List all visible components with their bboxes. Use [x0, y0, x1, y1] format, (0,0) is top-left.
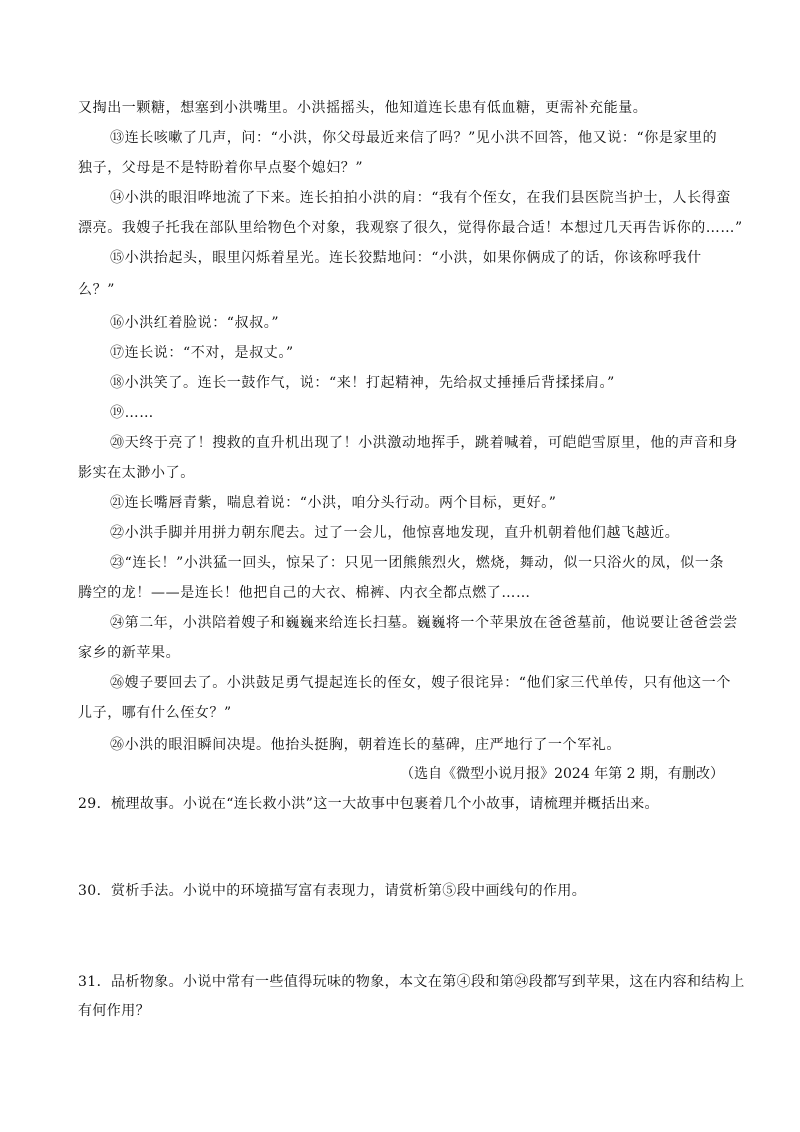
paragraph-22: ㉒小洪手脚并用拼力朝东爬去。过了一会儿，他惊喜地发现，直升机朝着他们越飞越近。: [110, 525, 680, 541]
question-31: 31．品析物象。小说中常有一些值得玩味的物象，本文在第④段和第㉔段都写到苹果，这在内容和结构上: [78, 974, 745, 990]
question-29: 29．梳理故事。小说在“连长救小洪”这一大故事中包裹着几个小故事，请梳理并概括出来。: [78, 796, 659, 812]
paragraph-17: ⑰连长说：“不对，是叔丈。”: [110, 345, 294, 361]
passage-line: 腾空的龙！——是连长！他把自己的大衣、棉裤、内衣全都点燃了……: [78, 585, 531, 601]
paragraph-18: ⑱小洪笑了。连长一鼓作气，说：“来！打起精神，先给叔丈捶捶后背揉揉肩。”: [110, 375, 615, 391]
paragraph-25: ㉖嫂子要回去了。小洪鼓足勇气提起连长的侄女，嫂子很诧异：“他们家三代单传，只有他这一个: [110, 675, 731, 691]
paragraph-15: ⑮小洪抬起头，眼里闪烁着星光。连长狡黠地问：“小洪，如果你俩成了的话，你该称呼我什: [110, 250, 702, 266]
passage-line: 漂亮。我嫂子托我在部队里给物色个对象，我观察了很久，觉得你最合适！本想过几天再告诉你的……”: [78, 220, 743, 236]
paragraph-14: ⑭小洪的眼泪哗地流了下来。连长拍拍小洪的肩：“我有个侄女，在我们县医院当护士，人长得蛮: [110, 190, 731, 206]
paragraph-23: ㉓“连长！”小洪猛一回头，惊呆了：只见一团熊熊烈火，燃烧，舞动，似一只浴火的凤，似一条: [110, 555, 725, 571]
source-citation: （选自《微型小说月报》2024 年第 2 期，有删改）: [400, 766, 724, 782]
paragraph-16: ⑯小洪红着脸说：“叔叔。”: [110, 315, 280, 331]
paragraph-13: ⑬连长咳嗽了几声，问：“小洪，你父母最近来信了吗？”见小洪不回答，他又说：“你是家里的: [110, 130, 718, 146]
passage-line: 家乡的新苹果。: [78, 645, 181, 661]
passage-line: 又掏出一颗糖，想塞到小洪嘴里。小洪摇摇头，他知道连长患有低血糖，更需补充能量。: [78, 100, 648, 116]
paragraph-26: ㉖小洪的眼泪瞬间决堤。他抬头挺胸，朝着连长的墓碑，庄严地行了一个军礼。: [110, 737, 621, 753]
passage-line: 独子，父母是不是特盼着你早点娶个媳妇？”: [78, 160, 364, 176]
paragraph-19: ⑲……: [110, 405, 154, 421]
paragraph-21: ㉑连长嘴唇青紫，喘息着说：“小洪，咱分头行动。两个目标，更好。”: [110, 495, 557, 511]
passage-line: 么？”: [78, 282, 115, 298]
paragraph-20: ⑳天终于亮了！搜救的直升机出现了！小洪激动地挥手，跳着喊着，可皑皑雪原里，他的声音和身: [110, 435, 738, 451]
passage-line: 儿子，哪有什么侄女？”: [78, 705, 232, 721]
passage-line: 影实在太渺小了。: [78, 465, 195, 481]
question-30: 30．赏析手法。小说中的环境描写富有表现力，请赏析第⑤段中画线句的作用。: [78, 883, 587, 899]
paragraph-24: ㉔第二年，小洪陪着嫂子和巍巍来给连长扫墓。巍巍将一个苹果放在爸爸墓前，他说要让爸爸尝尝: [110, 615, 738, 631]
question-31-continued: 有何作用？: [78, 1003, 150, 1019]
